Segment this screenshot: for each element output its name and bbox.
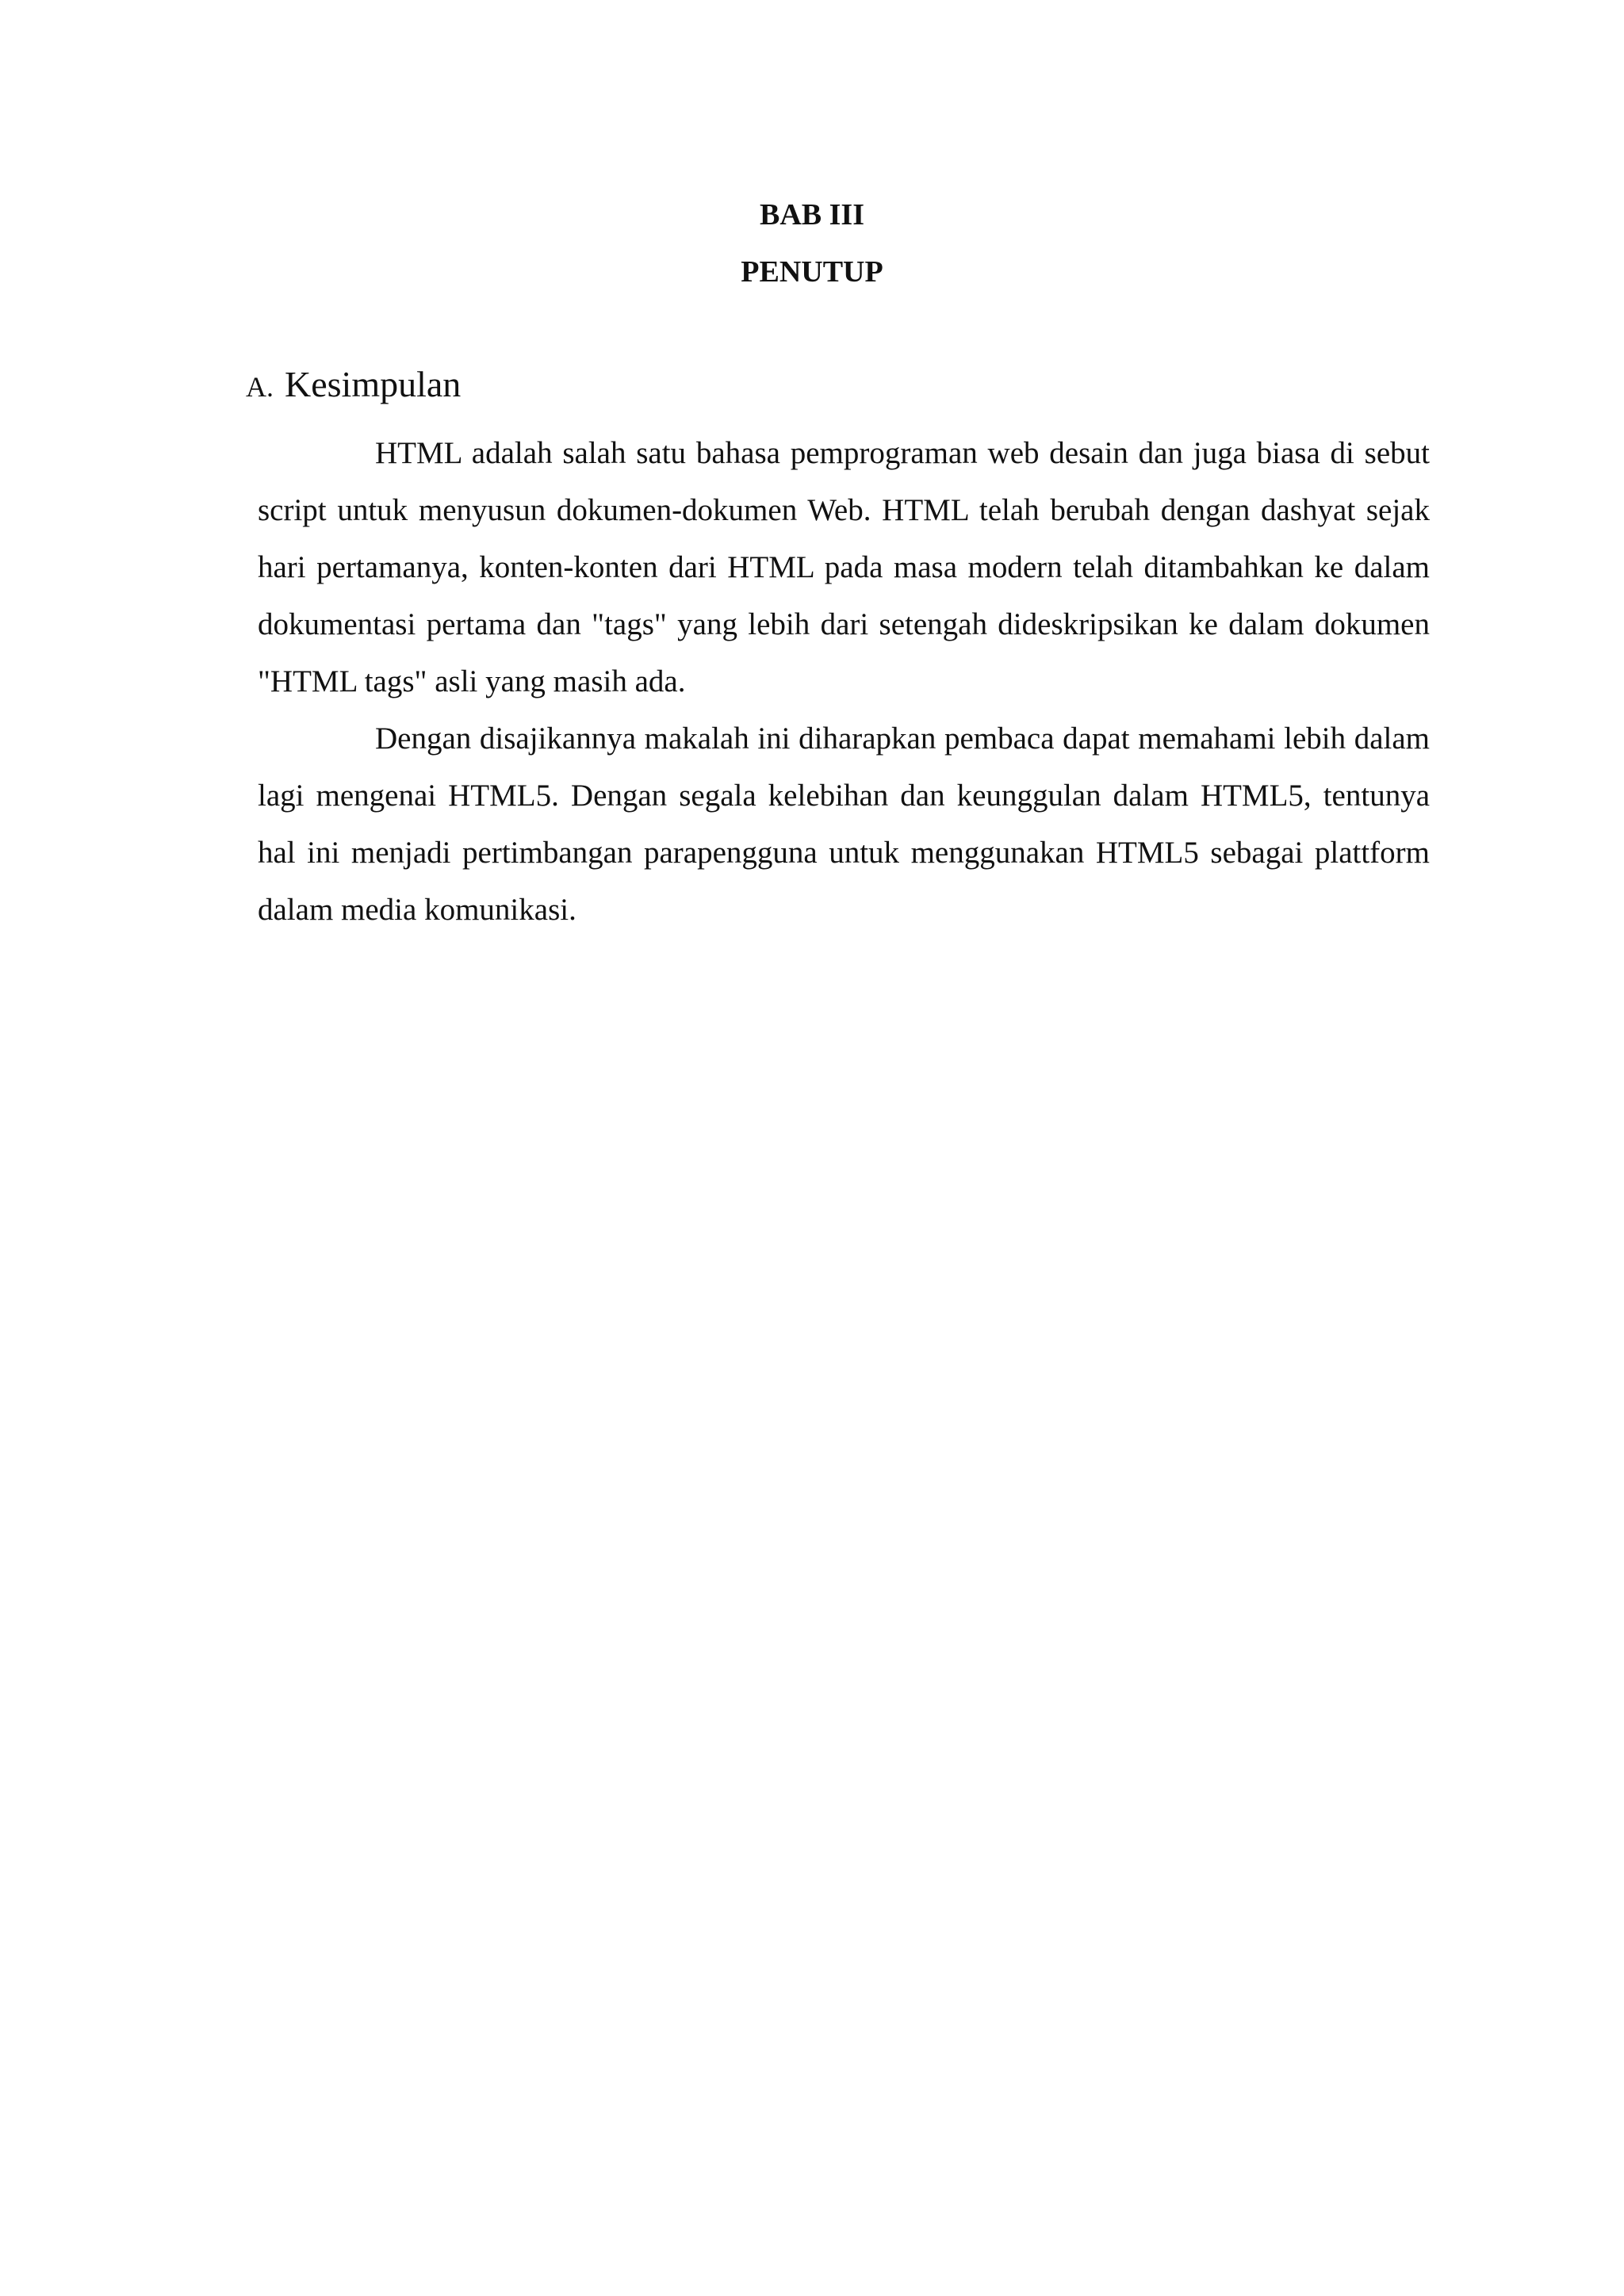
- paragraph: Dengan disajikannya makalah ini diharapkan pembaca dapat memahami lebih dalam lagi mengenai HTML5. Dengan segala kelebihan dan keunggulan dalam HTML5, tentunya hal ini menjadi pertimbangan parapengguna untuk menggunakan HTML5 sebagai plattform dalam media komunikasi.: [258, 721, 1430, 927]
- chapter-title: PENUTUP: [741, 255, 883, 289]
- paragraph: HTML adalah salah satu bahasa pemprograman web desain dan juga biasa di sebut script untuk menyusun dokumen-dokumen Web. HTML telah berubah dengan dashyat sejak hari pertamanya, konten-konten dari HTML pada masa modern telah ditambahkan ke dalam dokumentasi pertama dan "tags" yang lebih dari setengah dideskripsikan ke dalam dokumen "HTML tags" asli yang masih ada.: [258, 436, 1430, 698]
- section-title: Kesimpulan: [285, 364, 462, 404]
- body-text: [258, 425, 1430, 939]
- chapter-number: BAB III: [760, 198, 864, 232]
- section-heading: [246, 366, 461, 403]
- section-letter: A.: [246, 371, 274, 403]
